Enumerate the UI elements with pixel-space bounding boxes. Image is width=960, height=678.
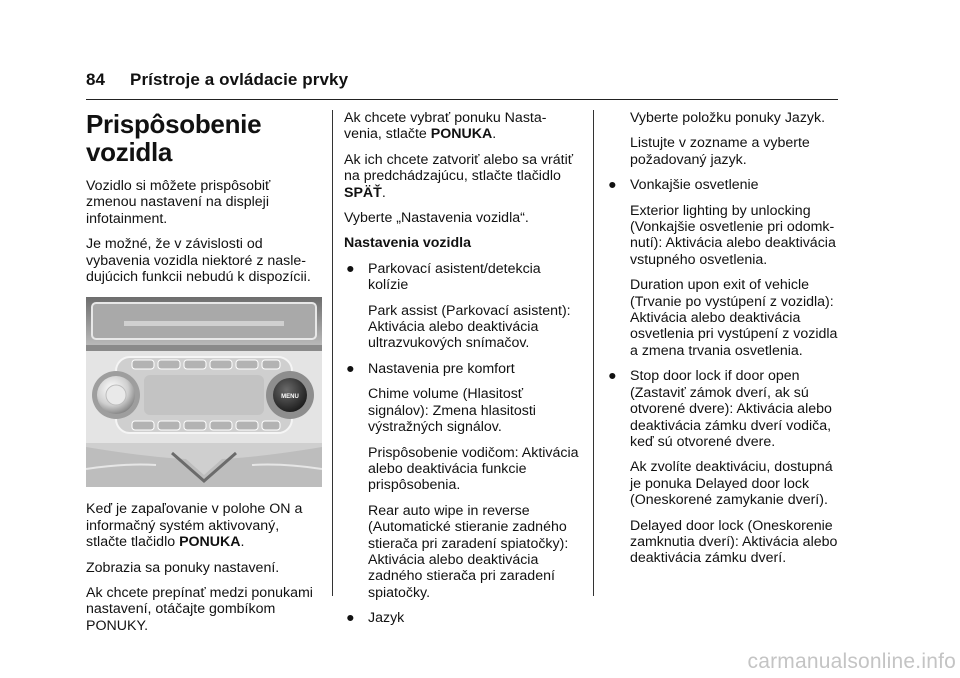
header-rule [86, 99, 838, 100]
column-left [86, 110, 322, 643]
paragraph: Ak chcete prepínať medzi ponukami nastavení, otáčajte gombíkom PONUKY. [86, 585, 313, 634]
page-number: 84 [86, 70, 106, 89]
column-divider [332, 110, 333, 596]
page-header [86, 70, 348, 90]
infotainment-panel-figure [86, 297, 322, 487]
paragraph: Je možné, že v závislosti od vybavenia vozidla niektoré z nasle-dujúcich funkcii nebudú k dispozícii. [86, 236, 311, 286]
paragraph: Zobrazia sa ponuky nastavení. [86, 559, 280, 576]
list-subitem: Rear auto wipe in reverse (Automatické stieranie zadného stierača pri zaradení spiatočky): Aktivácia alebo deaktivácia zadného stierača pri zaradení spiatočky. [368, 502, 569, 601]
bullet-icon: ● [608, 177, 617, 194]
bullet-icon: ● [346, 610, 355, 627]
list-item: ● Jazyk [346, 610, 405, 627]
bullet-icon: ● [608, 368, 617, 385]
chapter-title: Prístroje a ovládacie prvky [130, 70, 349, 89]
bullet-icon: ● [346, 360, 355, 377]
column-right [606, 110, 842, 576]
bullet-icon: ● [346, 260, 355, 277]
column-divider [593, 110, 594, 596]
list-subitem: Park assist (Parkovací asistent): Aktivácia alebo deaktivácia ultrazvukových snímačov. [368, 302, 571, 352]
column-middle [344, 110, 584, 636]
paragraph: Vyberte „Nastavenia vozidla“. [344, 210, 529, 227]
paragraph: Ak ich chcete zatvoriť alebo sa vrátiť na predchádzajúcu, stlačte tlačidlo SPÄŤ. [344, 151, 574, 201]
menu-button-ref: PONUKA [179, 534, 241, 551]
paragraph: Keď je zapaľovanie v polohe ON a informačný systém aktivovaný, stlačte tlačidlo PONUKA. [86, 501, 303, 551]
list-subitem: Exterior lighting by unlocking (Vonkajšie osvetlenie pri odomk-nutí): Aktivácia alebo deaktivácia vstupného osvetlenia. [630, 202, 836, 268]
list-subitem: Listujte v zozname a vyberte požadovaný jazyk. [630, 135, 810, 168]
menu-button-ref: PONUKA [430, 126, 493, 143]
paragraph: Vozidlo si môžete prispôsobiť zmenou nastavení na displeji infotainment. [86, 178, 271, 227]
list-subitem: Vyberte položku ponuky Jazyk. [630, 110, 826, 126]
list-subitem: Chime volume (Hlasitosť signálov): Zmena hlasitosti výstražných signálov. [368, 386, 536, 436]
paragraph: Ak chcete vybrať ponuku Nasta-venia, stlačte PONUKA. [344, 110, 547, 143]
infotainment-panel-illustration [86, 297, 322, 487]
subheading: Nastavenia vozidla [344, 235, 471, 252]
list-subitem: Delayed door lock (Oneskorenie zamknutia dverí): Aktivácia alebo deaktivácia zámku dverí. [630, 517, 838, 567]
menu-knob-label: MENU [281, 394, 299, 401]
watermark: carmanualsonline.info [747, 650, 956, 673]
list-item: ● Stop door lock if door open (Zastaviť zámok dverí, ak sú otvorené dvere): Aktivácia alebo deaktivácia zámku dverí vodiča, keď sú otvorené dvere. [608, 368, 832, 450]
list-item: ● Parkovací asistent/detekcia kolízie [346, 260, 541, 294]
section-title: Prispôsobenie vozidla [86, 109, 262, 167]
list-subitem: Prispôsobenie vodičom: Aktivácia alebo deaktivácia funkcie prispôsobenia. [368, 444, 579, 494]
back-button-ref: SPÄŤ [344, 184, 382, 201]
list-item: ● Vonkajšie osvetlenie [608, 177, 759, 194]
list-subitem: Ak zvolíte deaktiváciu, dostupná je ponuka Delayed door lock (Oneskorené zamykanie dverí). [630, 459, 833, 509]
list-item: ● Nastavenia pre komfort [346, 360, 515, 377]
list-subitem: Duration upon exit of vehicle (Trvanie po vystúpení z vozidla): Aktivácia alebo deaktivácia osvetlenia pri vystúpení z vozidla a zmena trvania osvetlenia. [630, 277, 838, 359]
